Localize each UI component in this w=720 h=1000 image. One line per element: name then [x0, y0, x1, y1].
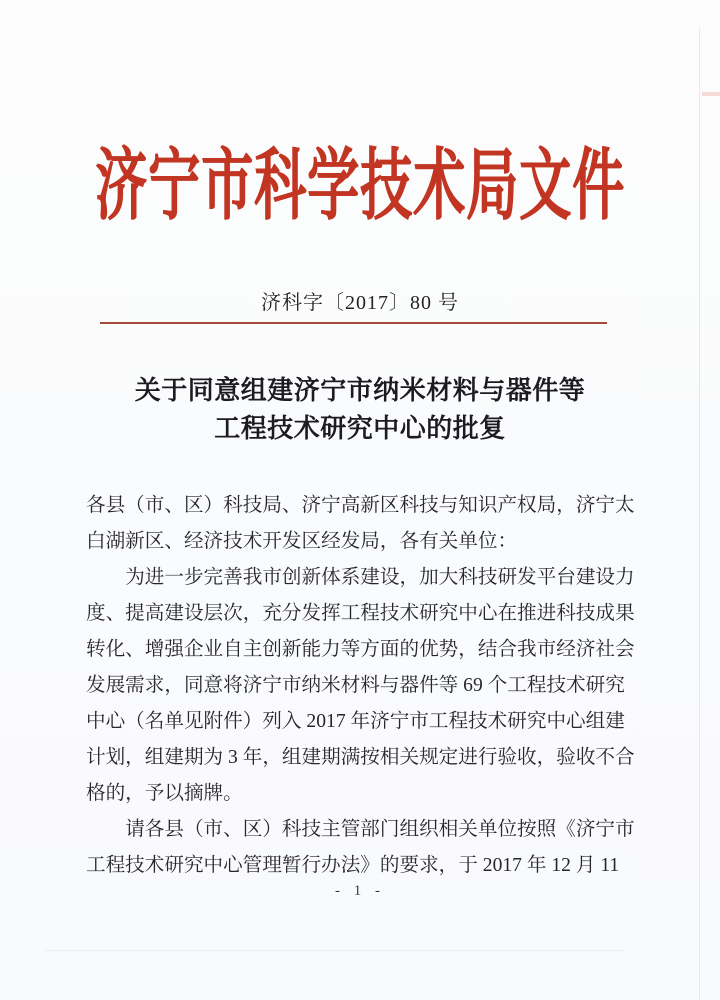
body-text-line: 度、提高建设层次，充分发挥工程技术研究中心在推进科技成果 [86, 603, 635, 624]
document-title-line1: 关于同意组建济宁市纳米材料与器件等 [134, 376, 586, 405]
scan-line-artifact [45, 950, 625, 951]
body-text-line: 各县（市、区）科技局、济宁高新区科技与知识产权局，济宁太 [86, 495, 635, 516]
document-title [0, 372, 720, 448]
body-text-line: 格的，予以摘牌。 [86, 783, 243, 804]
body-text-line: 为进一步完善我市创新体系建设，加大科技研发平台建设力 [125, 567, 635, 588]
body-text-line: 中心（名单见附件）列入 2017 年济宁市工程技术研究中心组建 [86, 711, 625, 732]
agency-title: 济宁市科学技术局文件 [94, 144, 625, 230]
letterhead [0, 144, 720, 230]
page-number: - 1 - [335, 883, 385, 899]
body-text-line: 工程技术研究中心管理暂行办法》的要求，于 2017 年 12 月 11 [86, 855, 620, 876]
scan-smudge-artifact [702, 92, 720, 96]
document-title-line2: 工程技术研究中心的批复 [214, 414, 506, 443]
body-text [86, 488, 638, 884]
body-text-line: 白湖新区、经济技术开发区经发局，各有关单位： [86, 531, 518, 552]
red-divider-rule [100, 322, 607, 324]
body-text-line: 发展需求，同意将济宁市纳米材料与器件等 69 个工程技术研究 [86, 675, 625, 696]
document-number: 济科字〔2017〕80 号 [261, 292, 459, 314]
body-text-line: 转化、增强企业自主创新能力等方面的优势，结合我市经济社会 [86, 639, 635, 660]
body-text-line: 请各县（市、区）科技主管部门组织相关单位按照《济宁市 [125, 819, 635, 840]
body-text-line: 计划，组建期为 3 年，组建期满按相关规定进行验收，验收不合 [86, 747, 635, 768]
